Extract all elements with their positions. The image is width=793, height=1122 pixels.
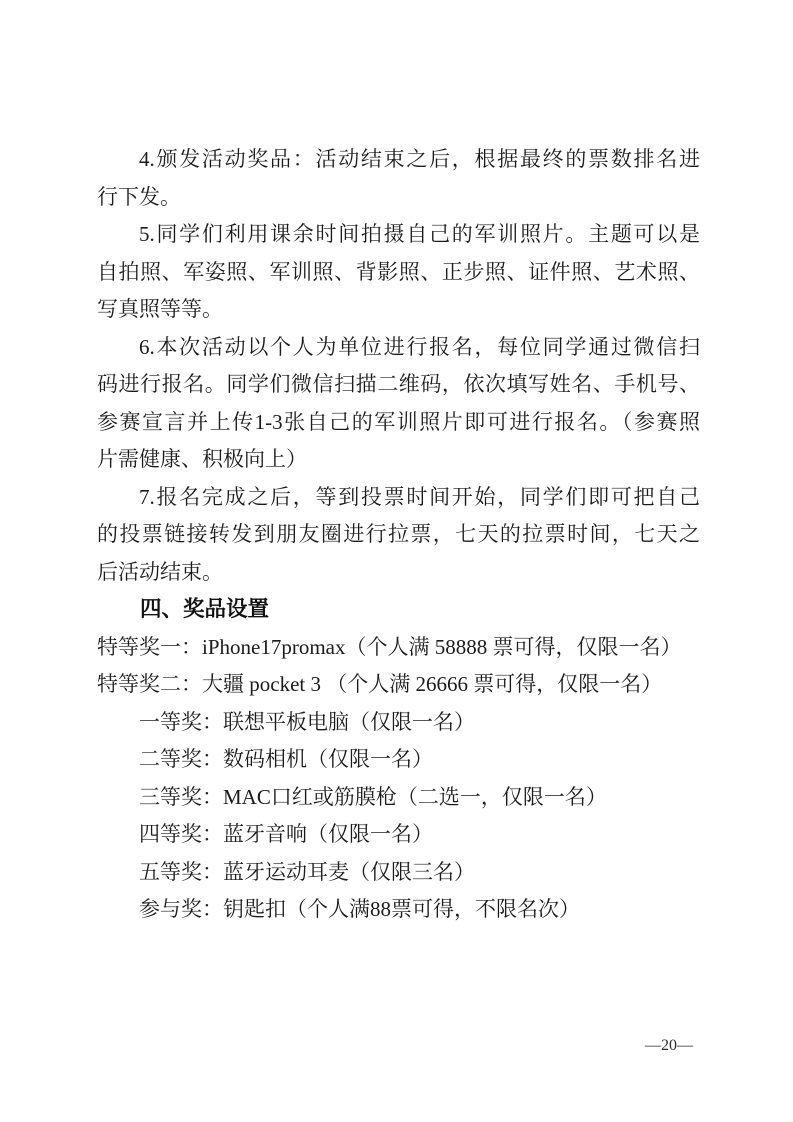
page-number: —20— bbox=[645, 1037, 693, 1054]
text-line: 参赛宣言并上传1-3张自己的军训照片即可进行报名。（参赛照 bbox=[97, 409, 700, 434]
section-heading-prizes bbox=[97, 591, 700, 629]
text-line: 四等奖：蓝牙音响（仅限一名） bbox=[139, 822, 433, 846]
text-line: 5.同学们利用课余时间拍摄自己的军训照片。主题可以是 bbox=[139, 222, 700, 246]
prize-special-1 bbox=[97, 629, 700, 667]
prize-participation bbox=[97, 891, 700, 929]
text-line: 二等奖：数码相机（仅限一名） bbox=[139, 747, 433, 771]
text-line: 7.报名完成之后，等到投票时间开始，同学们即可把自己 bbox=[139, 484, 700, 509]
text-line: 码进行报名。同学们微信扫描二维码，依次填写姓名、手机号、 bbox=[97, 372, 700, 396]
text-line: 片需健康、积极向上） bbox=[97, 447, 307, 471]
paragraph-item-6 bbox=[97, 329, 700, 479]
text-line: 4.颁发活动奖品：活动结束之后，根据最终的票数排名进 bbox=[139, 147, 700, 171]
prize-third bbox=[97, 779, 700, 817]
prize-second bbox=[97, 741, 700, 779]
text-line: 一等奖：联想平板电脑（仅限一名） bbox=[139, 709, 475, 734]
prize-first bbox=[97, 704, 700, 742]
text-line: 三等奖：MAC口红或筋膜枪（二选一，仅限一名） bbox=[139, 784, 607, 809]
prize-fourth bbox=[97, 816, 700, 854]
prize-special-2 bbox=[97, 666, 700, 704]
text-line: 行下发。 bbox=[97, 184, 181, 209]
paragraph-item-7 bbox=[97, 479, 700, 592]
text-line: 特等奖二：大疆 pocket 3 （个人满 26666 票可得，仅限一名） bbox=[97, 672, 663, 696]
text-line: 6.本次活动以个人为单位进行报名，每位同学通过微信扫 bbox=[139, 334, 700, 359]
paragraph-item-5 bbox=[97, 216, 700, 329]
prize-fifth bbox=[97, 854, 700, 892]
paragraph-item-4 bbox=[97, 141, 700, 216]
text-line: 后活动结束。 bbox=[97, 559, 223, 584]
text-line: 特等奖一：iPhone17promax（个人满 58888 票可得，仅限一名） bbox=[97, 634, 682, 659]
text-line: 自拍照、军姿照、军训照、背影照、正步照、证件照、艺术照、 bbox=[97, 259, 700, 284]
text-line: 四、奖品设置 bbox=[140, 597, 270, 621]
text-line: 写真照等等。 bbox=[97, 297, 223, 321]
text-line: 五等奖：蓝牙运动耳麦（仅限三名） bbox=[139, 859, 475, 884]
document-body bbox=[97, 141, 700, 929]
text-line: 参与奖：钥匙扣（个人满88票可得，不限名次） bbox=[139, 897, 580, 921]
text-line: 的投票链接转发到朋友圈进行拉票，七天的拉票时间，七天之 bbox=[97, 522, 700, 546]
